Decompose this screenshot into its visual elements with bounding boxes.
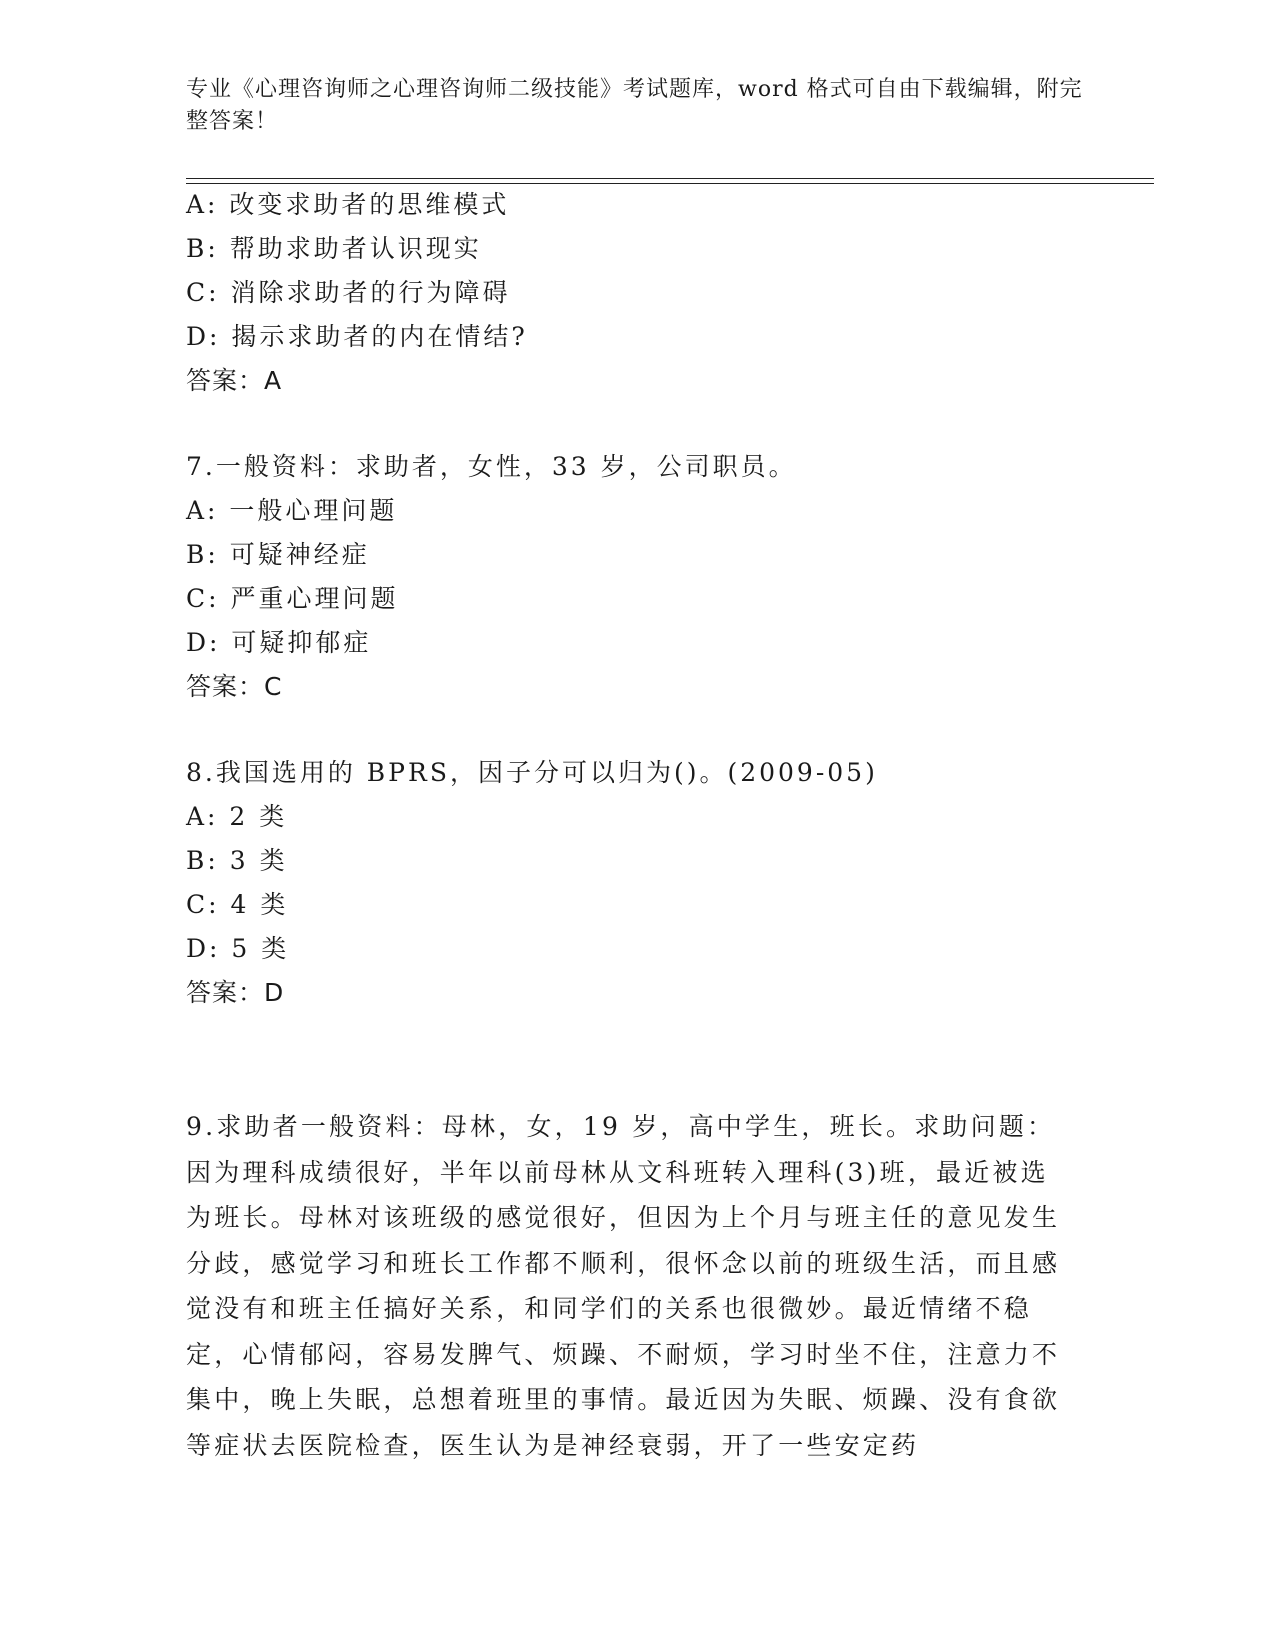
q6-option-c: C: 消除求助者的行为障碍 [186, 278, 511, 307]
q6-option-b: B: 帮助求助者认识现实 [186, 234, 482, 263]
q7-option-d: D: 可疑抑郁症 [186, 628, 372, 657]
q6-option-a: A: 改变求助者的思维模式 [186, 190, 510, 219]
q8-option-d: D: 5 类 [186, 934, 290, 963]
header-rule-top [186, 178, 1154, 179]
q7-option-a: A: 一般心理问题 [186, 496, 398, 525]
q9-stem: 9.求助者一般资料：母林，女，19 岁，高中学生，班长。求助问题：因为理科成绩很好，半年以前母林从文科班转入理科(3)班，最近被选为班长。母林对该班级的感觉很好，但因为上个月与班主任的意见发生分歧，感觉学习和班长工作都不顺利，很怀念以前的班级生活，而且感觉没有和班主任搞好关系，和同学们的关系也很微妙。最近情绪不稳定，心情郁闷，容易发脾气、烦躁、不耐烦，学习时坐不住，注意力不集中，晚上失眠，总想着班里的事情。最近因为失眠、烦躁、没有食欲等症状去医院检查，医生认为是神经衰弱，开了一些安定药 [186, 1112, 1061, 1460]
q7-stem: 7.一般资料：求助者，女性，33 岁，公司职员。 [186, 452, 797, 481]
q8-option-b: B: 3 类 [186, 846, 288, 875]
q7-option-b: B: 可疑神经症 [186, 540, 370, 569]
q7-option-c: C: 严重心理问题 [186, 584, 399, 613]
document-header: 专业《心理咨询师之心理咨询师二级技能》考试题库，word 格式可自由下载编辑，附完整答案！ [186, 77, 1083, 134]
q8-option-a: A: 2 类 [186, 802, 288, 831]
q6-answer: 答案：A [186, 366, 283, 395]
q6-option-d: D: 揭示求助者的内在情结? [186, 322, 528, 351]
header-rule-bottom [186, 183, 1154, 184]
q8-option-c: C: 4 类 [186, 890, 289, 919]
q8-stem: 8.我国选用的 BPRS，因子分可以归为()。(2009-05) [186, 758, 878, 787]
q8-answer: 答案：D [186, 978, 285, 1007]
q7-answer: 答案：C [186, 672, 283, 701]
